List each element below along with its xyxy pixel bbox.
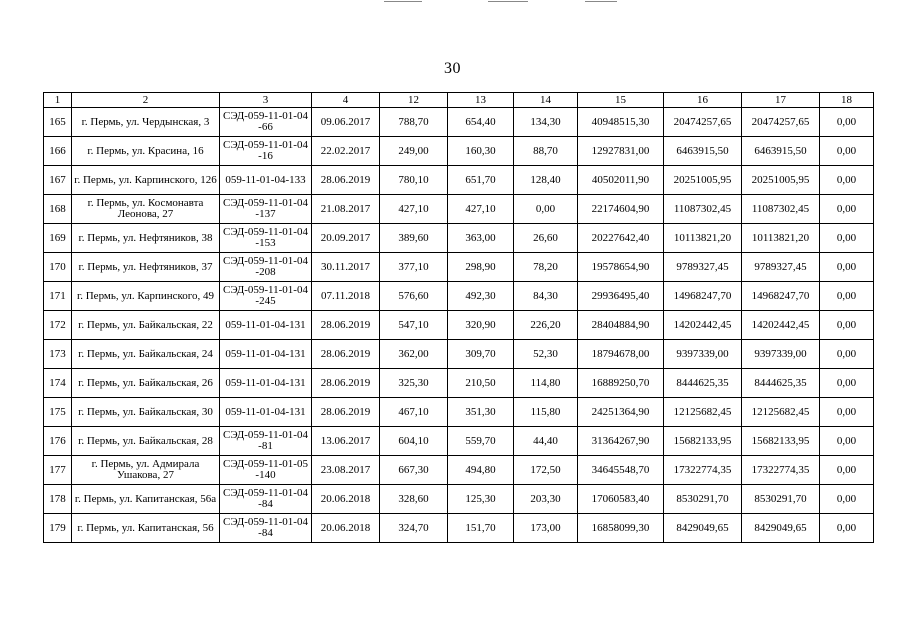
- area-14-cell: 115,80: [514, 398, 578, 427]
- column-header: 3: [220, 93, 312, 108]
- date-cell: 30.11.2017: [312, 253, 380, 282]
- address-cell: г. Пермь, ул. Байкальская, 30: [72, 398, 220, 427]
- area-12-cell: 780,10: [380, 166, 448, 195]
- table-row: [44, 253, 874, 282]
- row-number-cell: 177: [44, 456, 72, 485]
- table-row: [44, 195, 874, 224]
- area-12-cell: 328,60: [380, 485, 448, 514]
- area-13-cell: 210,50: [448, 369, 514, 398]
- area-14-cell: 172,50: [514, 456, 578, 485]
- column-header: 1: [44, 93, 72, 108]
- date-cell: 20.09.2017: [312, 224, 380, 253]
- amount-18-cell: 0,00: [820, 427, 874, 456]
- area-13-cell: 363,00: [448, 224, 514, 253]
- row-number-cell: 168: [44, 195, 72, 224]
- area-13-cell: 151,70: [448, 514, 514, 543]
- amount-18-cell: 0,00: [820, 137, 874, 166]
- document-number-cell: СЭД-059-11-01-04-84: [220, 485, 312, 514]
- amount-17-cell: 10113821,20: [742, 224, 820, 253]
- area-14-cell: 128,40: [514, 166, 578, 195]
- amount-15-cell: 28404884,90: [578, 311, 664, 340]
- amount-16-cell: 8530291,70: [664, 485, 742, 514]
- date-cell: 28.06.2019: [312, 398, 380, 427]
- amount-18-cell: 0,00: [820, 311, 874, 340]
- amount-17-cell: 8444625,35: [742, 369, 820, 398]
- area-12-cell: 377,10: [380, 253, 448, 282]
- document-number-cell: СЭД-059-11-01-05-140: [220, 456, 312, 485]
- area-13-cell: 309,70: [448, 340, 514, 369]
- amount-15-cell: 19578654,90: [578, 253, 664, 282]
- row-number-cell: 178: [44, 485, 72, 514]
- table-row: [44, 282, 874, 311]
- area-14-cell: 44,40: [514, 427, 578, 456]
- amount-17-cell: 20474257,65: [742, 108, 820, 137]
- amount-16-cell: 8444625,35: [664, 369, 742, 398]
- column-header: 14: [514, 93, 578, 108]
- amount-15-cell: 31364267,90: [578, 427, 664, 456]
- table-row: [44, 427, 874, 456]
- area-12-cell: 604,10: [380, 427, 448, 456]
- amount-17-cell: 15682133,95: [742, 427, 820, 456]
- row-number-cell: 176: [44, 427, 72, 456]
- registry-table: [43, 92, 874, 543]
- date-cell: 28.06.2019: [312, 340, 380, 369]
- area-14-cell: 114,80: [514, 369, 578, 398]
- column-header: 18: [820, 93, 874, 108]
- amount-16-cell: 9789327,45: [664, 253, 742, 282]
- amount-16-cell: 11087302,45: [664, 195, 742, 224]
- amount-17-cell: 6463915,50: [742, 137, 820, 166]
- area-13-cell: 320,90: [448, 311, 514, 340]
- address-cell: г. Пермь, ул. Красина, 16: [72, 137, 220, 166]
- area-12-cell: 362,00: [380, 340, 448, 369]
- amount-17-cell: 8530291,70: [742, 485, 820, 514]
- amount-18-cell: 0,00: [820, 514, 874, 543]
- date-cell: 28.06.2019: [312, 369, 380, 398]
- area-12-cell: 788,70: [380, 108, 448, 137]
- amount-17-cell: 8429049,65: [742, 514, 820, 543]
- amount-18-cell: 0,00: [820, 253, 874, 282]
- date-cell: 23.08.2017: [312, 456, 380, 485]
- row-number-cell: 169: [44, 224, 72, 253]
- table-row: [44, 369, 874, 398]
- date-cell: 13.06.2017: [312, 427, 380, 456]
- amount-17-cell: 9789327,45: [742, 253, 820, 282]
- document-number-cell: СЭД-059-11-01-04-245: [220, 282, 312, 311]
- document-number-cell: 059-11-01-04-131: [220, 340, 312, 369]
- document-number-cell: СЭД-059-11-01-04-137: [220, 195, 312, 224]
- table-body: [44, 108, 874, 543]
- row-number-cell: 167: [44, 166, 72, 195]
- amount-17-cell: 17322774,35: [742, 456, 820, 485]
- column-header: 17: [742, 93, 820, 108]
- address-cell: г. Пермь, ул. Капитанская, 56: [72, 514, 220, 543]
- amount-16-cell: 15682133,95: [664, 427, 742, 456]
- area-14-cell: 52,30: [514, 340, 578, 369]
- amount-18-cell: 0,00: [820, 485, 874, 514]
- address-cell: г. Пермь, ул. Чердынская, 3: [72, 108, 220, 137]
- area-12-cell: 547,10: [380, 311, 448, 340]
- address-cell: г. Пермь, ул. Карпинского, 126: [72, 166, 220, 195]
- table-row: [44, 398, 874, 427]
- area-12-cell: 667,30: [380, 456, 448, 485]
- row-number-cell: 171: [44, 282, 72, 311]
- area-12-cell: 249,00: [380, 137, 448, 166]
- area-13-cell: 651,70: [448, 166, 514, 195]
- amount-16-cell: 6463915,50: [664, 137, 742, 166]
- column-header: 4: [312, 93, 380, 108]
- row-number-cell: 170: [44, 253, 72, 282]
- amount-18-cell: 0,00: [820, 340, 874, 369]
- document-number-cell: 059-11-01-04-133: [220, 166, 312, 195]
- amount-18-cell: 0,00: [820, 108, 874, 137]
- row-number-cell: 172: [44, 311, 72, 340]
- column-header: 16: [664, 93, 742, 108]
- area-13-cell: 494,80: [448, 456, 514, 485]
- area-14-cell: 88,70: [514, 137, 578, 166]
- table-row: [44, 340, 874, 369]
- amount-17-cell: 14202442,45: [742, 311, 820, 340]
- amount-16-cell: 10113821,20: [664, 224, 742, 253]
- area-12-cell: 427,10: [380, 195, 448, 224]
- amount-16-cell: 9397339,00: [664, 340, 742, 369]
- address-cell: г. Пермь, ул. Байкальская, 26: [72, 369, 220, 398]
- amount-15-cell: 34645548,70: [578, 456, 664, 485]
- address-cell: г. Пермь, ул. Адмирала Ушакова, 27: [72, 456, 220, 485]
- amount-18-cell: 0,00: [820, 166, 874, 195]
- date-cell: 20.06.2018: [312, 485, 380, 514]
- address-cell: г. Пермь, ул. Космонавта Леонова, 27: [72, 195, 220, 224]
- date-cell: 28.06.2019: [312, 311, 380, 340]
- address-cell: г. Пермь, ул. Карпинского, 49: [72, 282, 220, 311]
- area-13-cell: 351,30: [448, 398, 514, 427]
- document-number-cell: СЭД-059-11-01-04-84: [220, 514, 312, 543]
- amount-16-cell: 12125682,45: [664, 398, 742, 427]
- area-14-cell: 26,60: [514, 224, 578, 253]
- scan-edge-marks: [0, 0, 905, 6]
- row-number-cell: 165: [44, 108, 72, 137]
- address-cell: г. Пермь, ул. Байкальская, 28: [72, 427, 220, 456]
- address-cell: г. Пермь, ул. Нефтяников, 38: [72, 224, 220, 253]
- amount-18-cell: 0,00: [820, 282, 874, 311]
- area-13-cell: 559,70: [448, 427, 514, 456]
- amount-16-cell: 8429049,65: [664, 514, 742, 543]
- amount-15-cell: 20227642,40: [578, 224, 664, 253]
- amount-15-cell: 24251364,90: [578, 398, 664, 427]
- area-13-cell: 427,10: [448, 195, 514, 224]
- document-number-cell: 059-11-01-04-131: [220, 311, 312, 340]
- amount-18-cell: 0,00: [820, 224, 874, 253]
- document-number-cell: 059-11-01-04-131: [220, 398, 312, 427]
- row-number-cell: 179: [44, 514, 72, 543]
- amount-15-cell: 16858099,30: [578, 514, 664, 543]
- amount-17-cell: 20251005,95: [742, 166, 820, 195]
- date-cell: 09.06.2017: [312, 108, 380, 137]
- date-cell: 22.02.2017: [312, 137, 380, 166]
- date-cell: 28.06.2019: [312, 166, 380, 195]
- table-row: [44, 108, 874, 137]
- area-12-cell: 467,10: [380, 398, 448, 427]
- area-12-cell: 389,60: [380, 224, 448, 253]
- area-14-cell: 173,00: [514, 514, 578, 543]
- area-14-cell: 0,00: [514, 195, 578, 224]
- column-header: 12: [380, 93, 448, 108]
- amount-16-cell: 14968247,70: [664, 282, 742, 311]
- area-13-cell: 298,90: [448, 253, 514, 282]
- address-cell: г. Пермь, ул. Капитанская, 56а: [72, 485, 220, 514]
- amount-15-cell: 22174604,90: [578, 195, 664, 224]
- area-13-cell: 654,40: [448, 108, 514, 137]
- amount-18-cell: 0,00: [820, 456, 874, 485]
- amount-15-cell: 16889250,70: [578, 369, 664, 398]
- amount-15-cell: 17060583,40: [578, 485, 664, 514]
- row-number-cell: 173: [44, 340, 72, 369]
- area-14-cell: 226,20: [514, 311, 578, 340]
- date-cell: 07.11.2018: [312, 282, 380, 311]
- amount-15-cell: 18794678,00: [578, 340, 664, 369]
- amount-17-cell: 12125682,45: [742, 398, 820, 427]
- amount-17-cell: 9397339,00: [742, 340, 820, 369]
- date-cell: 21.08.2017: [312, 195, 380, 224]
- area-14-cell: 78,20: [514, 253, 578, 282]
- document-number-cell: СЭД-059-11-01-04-81: [220, 427, 312, 456]
- address-cell: г. Пермь, ул. Байкальская, 24: [72, 340, 220, 369]
- area-14-cell: 134,30: [514, 108, 578, 137]
- area-13-cell: 160,30: [448, 137, 514, 166]
- column-header: 15: [578, 93, 664, 108]
- amount-16-cell: 17322774,35: [664, 456, 742, 485]
- table-row: [44, 137, 874, 166]
- column-header: 13: [448, 93, 514, 108]
- area-13-cell: 492,30: [448, 282, 514, 311]
- area-13-cell: 125,30: [448, 485, 514, 514]
- amount-16-cell: 20474257,65: [664, 108, 742, 137]
- area-14-cell: 84,30: [514, 282, 578, 311]
- address-cell: г. Пермь, ул. Байкальская, 22: [72, 311, 220, 340]
- document-number-cell: СЭД-059-11-01-04-208: [220, 253, 312, 282]
- date-cell: 20.06.2018: [312, 514, 380, 543]
- amount-16-cell: 20251005,95: [664, 166, 742, 195]
- amount-15-cell: 40502011,90: [578, 166, 664, 195]
- table-header-row: [44, 93, 874, 108]
- document-number-cell: СЭД-059-11-01-04-66: [220, 108, 312, 137]
- row-number-cell: 174: [44, 369, 72, 398]
- amount-17-cell: 11087302,45: [742, 195, 820, 224]
- table-row: [44, 166, 874, 195]
- column-header: 2: [72, 93, 220, 108]
- amount-15-cell: 29936495,40: [578, 282, 664, 311]
- area-14-cell: 203,30: [514, 485, 578, 514]
- page-number: 30: [444, 60, 461, 77]
- table-row: [44, 485, 874, 514]
- row-number-cell: 166: [44, 137, 72, 166]
- area-12-cell: 325,30: [380, 369, 448, 398]
- amount-18-cell: 0,00: [820, 398, 874, 427]
- table-row: [44, 456, 874, 485]
- area-12-cell: 576,60: [380, 282, 448, 311]
- table-row: [44, 311, 874, 340]
- address-cell: г. Пермь, ул. Нефтяников, 37: [72, 253, 220, 282]
- document-number-cell: 059-11-01-04-131: [220, 369, 312, 398]
- table-row: [44, 224, 874, 253]
- amount-18-cell: 0,00: [820, 195, 874, 224]
- amount-15-cell: 40948515,30: [578, 108, 664, 137]
- row-number-cell: 175: [44, 398, 72, 427]
- amount-15-cell: 12927831,00: [578, 137, 664, 166]
- document-number-cell: СЭД-059-11-01-04-16: [220, 137, 312, 166]
- document-number-cell: СЭД-059-11-01-04-153: [220, 224, 312, 253]
- table-row: [44, 514, 874, 543]
- amount-17-cell: 14968247,70: [742, 282, 820, 311]
- area-12-cell: 324,70: [380, 514, 448, 543]
- amount-18-cell: 0,00: [820, 369, 874, 398]
- amount-16-cell: 14202442,45: [664, 311, 742, 340]
